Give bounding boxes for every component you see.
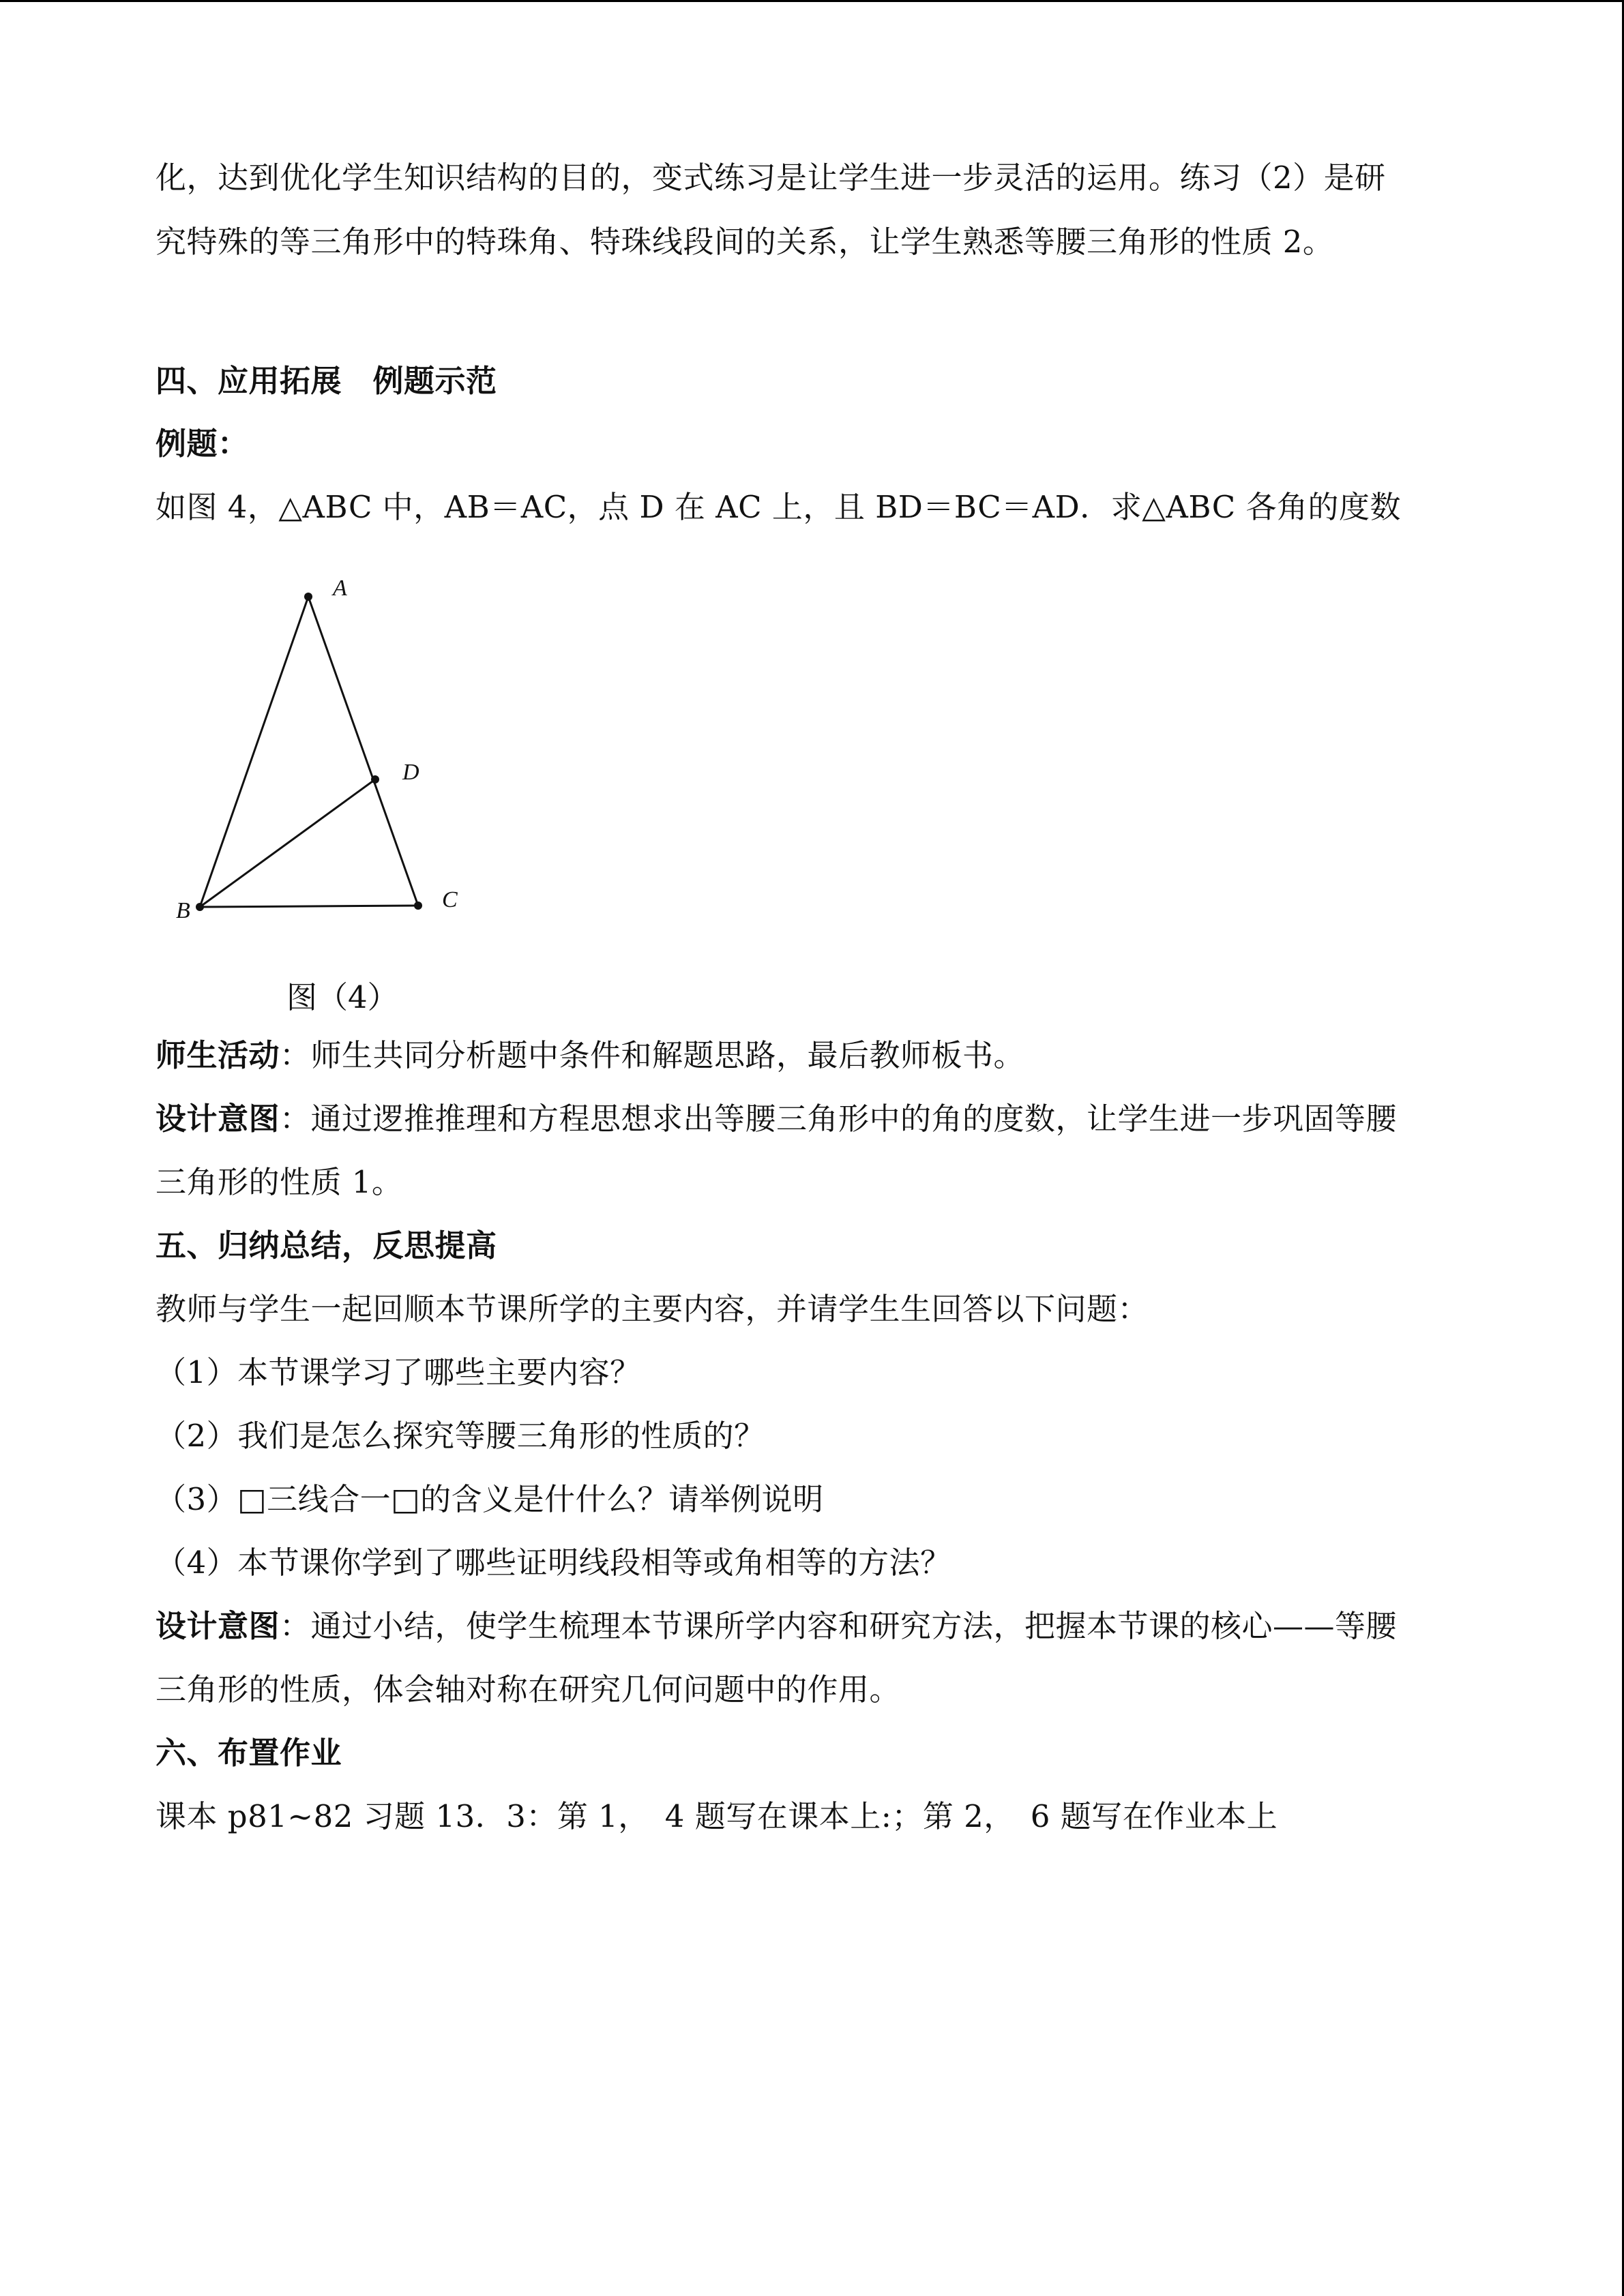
triangle-figure [156, 568, 510, 923]
activity-label: 师生活动 [156, 1037, 280, 1073]
point-d [371, 775, 379, 784]
segment-ac [308, 597, 418, 906]
question-4: （4）本节课你学到了哪些证明线段相等或角相等的方法？ [156, 1545, 951, 1581]
section-5-intro: 教师与学生一起回顺本节课所学的主要内容，并请学生生回答以下问题： [156, 1291, 1149, 1327]
example-problem: 如图 4，△ABC 中，AB＝AC，点 D 在 AC 上，且 BD＝BC＝AD．求△ABC 各角的度数 [156, 489, 1402, 525]
paragraph-line-2: 究特殊的等三角形中的特珠角、特珠线段间的关系，让学生熟悉等腰三角形的性质 2。 [156, 224, 1334, 260]
design-intent-label-5: 设计意图 [156, 1608, 280, 1644]
label-c: C [442, 887, 458, 912]
label-b: B [176, 898, 190, 923]
point-c [414, 901, 422, 910]
question-2: （2）我们是怎么探究等腰三角形的性质的？ [156, 1418, 765, 1454]
point-b [196, 903, 204, 911]
section-6-heading: 六、布置作业 [156, 1735, 342, 1771]
design-intent-4-line-1 [156, 1100, 1397, 1138]
question-1: （1）本节课学习了哪些主要内容？ [156, 1354, 641, 1390]
design-intent-4-line-2: 三角形的性质 1。 [156, 1164, 403, 1200]
segment-bc [200, 906, 418, 907]
segment-ab [200, 597, 308, 907]
design-intent-label: 设计意图 [156, 1101, 280, 1137]
design-intent-text: ：通过逻推推理和方程思想求出等腰三角形中的角的度数，让学生进一步巩固等腰 [280, 1101, 1398, 1137]
section-5-heading: 五、归纳总结，反思提高 [156, 1227, 497, 1264]
section-4-heading: 四、应用拓展 例题示范 [156, 363, 497, 399]
example-label: 例题： [156, 426, 249, 462]
label-a: A [333, 576, 347, 601]
question-3: （3）□三线合一□的含义是什什么？请举例说明 [156, 1481, 824, 1517]
homework-text: 课本 p81~82 习题 13．3：第 1， 4 题写在课本上:；第 2， 6 题写在作业本上 [156, 1798, 1278, 1834]
point-a [304, 593, 312, 601]
figure-caption: 图（4） [286, 979, 398, 1015]
design-intent-5-line-1 [156, 1607, 1397, 1645]
activity-text: ：师生共同分析题中条件和解题思路，最后教师板书。 [280, 1037, 1025, 1073]
paragraph-line-1: 化，达到优化学生知识结构的目的，变式练习是让学生进一步灵活的运用。练习（2）是研 [156, 160, 1386, 196]
label-d: D [402, 760, 419, 785]
segment-bd [200, 779, 375, 907]
design-intent-5-line-2: 三角形的性质，体会轴对称在研究几何问题中的作用。 [156, 1671, 901, 1708]
design-intent-text-5: ：通过小结，使学生梳理本节课所学内容和研究方法，把握本节课的核心——等腰 [280, 1608, 1398, 1644]
teacher-student-activity [156, 1037, 1024, 1075]
